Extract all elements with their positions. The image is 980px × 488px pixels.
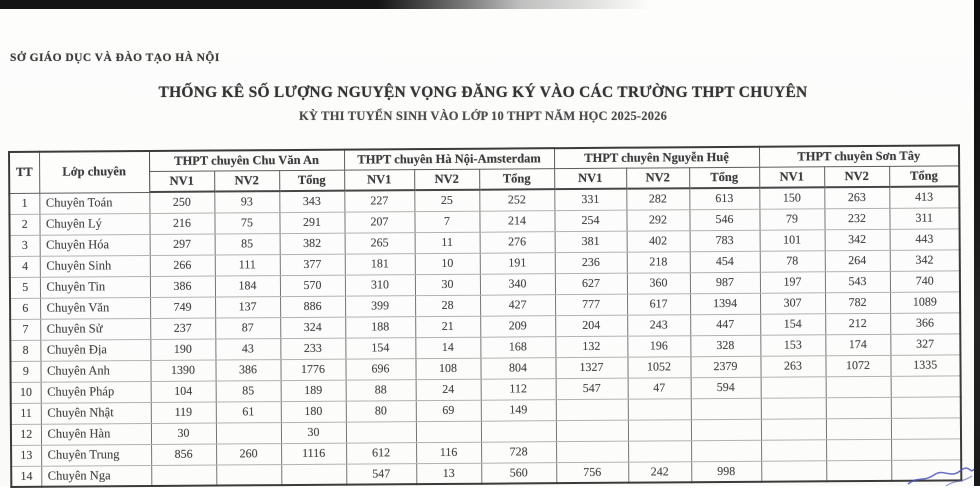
value-cell: 856 bbox=[151, 444, 216, 465]
value-cell: 191 bbox=[480, 252, 555, 274]
value-cell: 188 bbox=[345, 316, 415, 337]
value-cell: 168 bbox=[480, 336, 555, 358]
header-school-nguyen-hue: THPT chuyên Nguyễn Huệ bbox=[554, 147, 759, 168]
value-cell: 28 bbox=[415, 295, 480, 316]
value-cell bbox=[481, 420, 556, 442]
value-cell: 612 bbox=[346, 442, 416, 463]
value-cell: 108 bbox=[415, 358, 480, 379]
value-cell: 212 bbox=[825, 313, 890, 334]
value-cell: 78 bbox=[760, 250, 825, 271]
class-name: Chuyên Hàn bbox=[41, 423, 151, 445]
value-cell: 13 bbox=[416, 463, 481, 484]
value-cell bbox=[761, 418, 826, 439]
value-cell: 75 bbox=[214, 212, 279, 233]
header-tong: Tổng bbox=[479, 168, 554, 190]
row-number: 14 bbox=[11, 466, 41, 487]
value-cell: 30 bbox=[281, 422, 346, 443]
header-school-chu-van-an: THPT chuyên Chu Văn An bbox=[149, 150, 344, 171]
value-cell: 297 bbox=[150, 234, 215, 255]
value-cell bbox=[628, 440, 691, 461]
header-nv1: NV1 bbox=[759, 166, 824, 187]
value-cell: 104 bbox=[151, 381, 216, 402]
value-cell: 7 bbox=[414, 211, 479, 232]
row-number: 10 bbox=[11, 382, 41, 403]
row-number: 7 bbox=[10, 319, 40, 340]
value-cell: 174 bbox=[825, 334, 890, 355]
header-nv2: NV2 bbox=[414, 169, 479, 190]
ink-scribble bbox=[906, 466, 976, 488]
value-cell: 756 bbox=[556, 462, 628, 484]
row-number: 8 bbox=[10, 340, 40, 361]
value-cell: 443 bbox=[890, 228, 960, 249]
scan-artifact-right-edge bbox=[974, 0, 980, 486]
value-cell bbox=[826, 439, 891, 460]
value-cell: 87 bbox=[215, 317, 280, 338]
value-cell: 546 bbox=[689, 209, 759, 230]
class-name: Chuyên Trung bbox=[41, 444, 151, 466]
value-cell: 617 bbox=[627, 293, 690, 314]
value-cell: 190 bbox=[150, 339, 215, 360]
value-cell: 153 bbox=[760, 334, 825, 355]
value-cell: 447 bbox=[690, 314, 760, 335]
value-cell: 260 bbox=[216, 443, 281, 464]
value-cell bbox=[761, 439, 826, 460]
value-cell bbox=[826, 397, 891, 418]
value-cell bbox=[216, 422, 281, 443]
row-number: 2 bbox=[9, 214, 39, 235]
value-cell: 1116 bbox=[281, 443, 346, 464]
value-cell: 307 bbox=[760, 292, 825, 313]
value-cell: 111 bbox=[215, 254, 280, 275]
header-tong: Tổng bbox=[689, 167, 759, 188]
value-cell: 749 bbox=[150, 297, 215, 318]
value-cell: 189 bbox=[281, 380, 346, 401]
value-cell: 80 bbox=[346, 400, 416, 421]
value-cell: 886 bbox=[280, 296, 345, 317]
value-cell: 137 bbox=[215, 296, 280, 317]
value-cell bbox=[761, 460, 826, 481]
header-nv1: NV1 bbox=[554, 168, 626, 190]
value-cell: 342 bbox=[825, 229, 890, 250]
value-cell bbox=[891, 438, 961, 459]
value-cell bbox=[628, 398, 691, 419]
value-cell: 360 bbox=[627, 272, 690, 293]
row-number: 11 bbox=[11, 403, 41, 424]
value-cell bbox=[826, 418, 891, 439]
value-cell: 343 bbox=[279, 191, 344, 212]
value-cell: 233 bbox=[280, 338, 345, 359]
value-cell: 61 bbox=[216, 401, 281, 422]
class-name: Chuyên Nhật bbox=[41, 402, 151, 424]
header-nv2: NV2 bbox=[214, 170, 279, 191]
value-cell: 47 bbox=[628, 377, 691, 398]
value-cell: 377 bbox=[280, 254, 345, 275]
value-cell: 413 bbox=[889, 186, 959, 207]
class-name: Chuyên Sinh bbox=[40, 255, 150, 277]
value-cell: 218 bbox=[627, 251, 690, 272]
value-cell: 85 bbox=[216, 380, 281, 401]
value-cell: 154 bbox=[345, 337, 415, 358]
class-name: Chuyên Anh bbox=[40, 360, 150, 382]
value-cell: 311 bbox=[889, 207, 959, 228]
row-number: 4 bbox=[10, 256, 40, 277]
value-cell: 119 bbox=[151, 402, 216, 423]
value-cell: 69 bbox=[416, 400, 481, 421]
class-name: Chuyên Lý bbox=[39, 213, 149, 235]
value-cell bbox=[281, 464, 346, 485]
value-cell: 627 bbox=[555, 273, 627, 295]
value-cell bbox=[556, 420, 628, 442]
class-name: Chuyên Sử bbox=[40, 318, 150, 340]
value-cell: 1089 bbox=[890, 291, 960, 312]
value-cell: 197 bbox=[760, 271, 825, 292]
value-cell: 783 bbox=[690, 230, 760, 251]
value-cell: 265 bbox=[345, 232, 415, 253]
value-cell: 93 bbox=[214, 191, 279, 212]
registration-statistics-table bbox=[8, 144, 962, 488]
value-cell: 150 bbox=[759, 187, 824, 208]
value-cell: 79 bbox=[759, 208, 824, 229]
value-cell bbox=[416, 421, 481, 442]
header-tong: Tổng bbox=[279, 170, 344, 191]
row-number: 6 bbox=[10, 298, 40, 319]
value-cell: 43 bbox=[215, 338, 280, 359]
value-cell: 214 bbox=[479, 210, 554, 232]
value-cell: 14 bbox=[415, 337, 480, 358]
value-cell: 207 bbox=[344, 211, 414, 232]
value-cell: 276 bbox=[480, 231, 555, 253]
value-cell bbox=[761, 376, 826, 397]
header-nv2: NV2 bbox=[626, 167, 689, 188]
value-cell: 266 bbox=[150, 255, 215, 276]
value-cell: 227 bbox=[344, 190, 414, 211]
value-cell: 804 bbox=[480, 357, 555, 379]
value-cell: 252 bbox=[479, 189, 554, 211]
row-number: 5 bbox=[10, 277, 40, 298]
class-name: Chuyên Nga bbox=[41, 465, 151, 487]
value-cell: 454 bbox=[690, 251, 760, 272]
header-tt: TT bbox=[9, 152, 39, 193]
value-cell: 613 bbox=[689, 188, 759, 209]
value-cell: 987 bbox=[690, 272, 760, 293]
value-cell: 1390 bbox=[150, 360, 215, 381]
value-cell: 998 bbox=[691, 461, 761, 482]
row-number: 9 bbox=[10, 361, 40, 382]
value-cell: 1335 bbox=[890, 354, 960, 375]
value-cell: 254 bbox=[554, 210, 626, 232]
value-cell: 242 bbox=[628, 461, 691, 482]
value-cell: 196 bbox=[627, 335, 690, 356]
value-cell: 1327 bbox=[555, 357, 627, 379]
row-number: 1 bbox=[9, 193, 39, 214]
value-cell: 101 bbox=[760, 229, 825, 250]
document-title: THỐNG KÊ SỐ LƯỢNG NGUYỆN VỌNG ĐĂNG KÝ VÀO CÁC TRƯỜNG THPT CHUYÊN bbox=[158, 84, 808, 101]
value-cell: 594 bbox=[691, 377, 761, 398]
value-cell: 696 bbox=[345, 358, 415, 379]
ink-stroke bbox=[908, 468, 974, 484]
value-cell: 543 bbox=[825, 271, 890, 292]
value-cell bbox=[556, 399, 628, 421]
value-cell: 154 bbox=[760, 313, 825, 334]
value-cell: 132 bbox=[555, 336, 627, 358]
value-cell bbox=[628, 419, 691, 440]
value-cell: 560 bbox=[481, 462, 556, 484]
value-cell: 204 bbox=[555, 315, 627, 337]
class-name: Chuyên Văn bbox=[40, 297, 150, 319]
value-cell: 116 bbox=[416, 442, 481, 463]
value-cell: 381 bbox=[555, 231, 627, 253]
header-school-ha-noi-amsterdam: THPT chuyên Hà Nội-Amsterdam bbox=[344, 148, 554, 169]
value-cell bbox=[891, 417, 961, 438]
value-cell: 282 bbox=[626, 188, 689, 209]
value-cell bbox=[826, 460, 891, 481]
value-cell: 1052 bbox=[627, 356, 690, 377]
value-cell: 366 bbox=[890, 312, 960, 333]
value-cell: 740 bbox=[890, 270, 960, 291]
value-cell: 25 bbox=[414, 190, 479, 211]
row-number: 3 bbox=[10, 235, 40, 256]
value-cell: 386 bbox=[215, 359, 280, 380]
value-cell bbox=[761, 397, 826, 418]
value-cell: 402 bbox=[627, 230, 690, 251]
value-cell: 236 bbox=[555, 252, 627, 274]
value-cell: 782 bbox=[825, 292, 890, 313]
value-cell: 728 bbox=[481, 441, 556, 463]
value-cell: 24 bbox=[416, 379, 481, 400]
header-school-son-tay: THPT chuyên Sơn Tây bbox=[759, 145, 959, 166]
class-name: Chuyên Toán bbox=[39, 192, 149, 214]
class-name: Chuyên Pháp bbox=[41, 381, 151, 403]
value-cell: 263 bbox=[824, 187, 889, 208]
value-cell: 88 bbox=[346, 379, 416, 400]
value-cell: 30 bbox=[415, 274, 480, 295]
class-name: Chuyên Hóa bbox=[40, 234, 150, 256]
ink-stroke bbox=[946, 476, 972, 486]
value-cell bbox=[346, 421, 416, 442]
value-cell: 547 bbox=[346, 463, 416, 484]
value-cell: 547 bbox=[556, 378, 628, 400]
row-number: 12 bbox=[11, 424, 41, 445]
value-cell: 243 bbox=[627, 314, 690, 335]
value-cell: 2379 bbox=[690, 356, 760, 377]
header-lop-chuyen: Lớp chuyên bbox=[39, 151, 149, 193]
value-cell bbox=[151, 465, 216, 486]
value-cell: 342 bbox=[890, 249, 960, 270]
value-cell: 1072 bbox=[825, 355, 890, 376]
value-cell: 310 bbox=[345, 274, 415, 295]
value-cell: 112 bbox=[481, 378, 556, 400]
value-cell bbox=[556, 441, 628, 463]
value-cell: 777 bbox=[555, 294, 627, 316]
value-cell: 30 bbox=[151, 423, 216, 444]
header-nv1: NV1 bbox=[149, 171, 214, 192]
value-cell: 232 bbox=[824, 208, 889, 229]
value-cell: 263 bbox=[760, 355, 825, 376]
value-cell: 570 bbox=[280, 275, 345, 296]
value-cell: 85 bbox=[215, 233, 280, 254]
value-cell: 292 bbox=[626, 209, 689, 230]
agency-name: SỞ GIÁO DỤC VÀ ĐÀO TẠO HÀ NỘI bbox=[10, 52, 220, 64]
value-cell: 327 bbox=[890, 333, 960, 354]
value-cell: 10 bbox=[415, 253, 480, 274]
value-cell: 11 bbox=[415, 232, 480, 253]
value-cell: 399 bbox=[345, 295, 415, 316]
class-name: Chuyên Tin bbox=[40, 276, 150, 298]
value-cell: 21 bbox=[415, 316, 480, 337]
header-nv1: NV1 bbox=[344, 169, 414, 190]
value-cell bbox=[691, 419, 761, 440]
value-cell: 250 bbox=[149, 192, 214, 213]
value-cell bbox=[691, 440, 761, 461]
row-number: 13 bbox=[11, 445, 41, 466]
scan-artifact-top-edge bbox=[0, 0, 650, 9]
value-cell: 181 bbox=[345, 253, 415, 274]
value-cell: 264 bbox=[825, 250, 890, 271]
header-tong: Tổng bbox=[889, 165, 959, 186]
value-cell: 340 bbox=[480, 273, 555, 295]
value-cell: 382 bbox=[280, 233, 345, 254]
value-cell: 216 bbox=[149, 213, 214, 234]
class-name: Chuyên Địa bbox=[40, 339, 150, 361]
value-cell bbox=[826, 376, 891, 397]
header-nv2: NV2 bbox=[824, 166, 889, 187]
value-cell bbox=[216, 464, 281, 485]
value-cell bbox=[891, 396, 961, 417]
value-cell: 209 bbox=[480, 315, 555, 337]
value-cell: 328 bbox=[690, 335, 760, 356]
value-cell: 1394 bbox=[690, 293, 760, 314]
value-cell: 180 bbox=[281, 401, 346, 422]
value-cell: 237 bbox=[150, 318, 215, 339]
value-cell: 184 bbox=[215, 275, 280, 296]
value-cell: 331 bbox=[554, 189, 626, 211]
value-cell: 386 bbox=[150, 276, 215, 297]
value-cell: 427 bbox=[480, 294, 555, 316]
document-subtitle: KỲ THI TUYỂN SINH VÀO LỚP 10 THPT NĂM HỌC 2025-2026 bbox=[298, 109, 668, 123]
value-cell: 1776 bbox=[280, 359, 345, 380]
value-cell: 324 bbox=[280, 317, 345, 338]
value-cell: 149 bbox=[481, 399, 556, 421]
value-cell bbox=[691, 398, 761, 419]
value-cell bbox=[891, 375, 961, 396]
value-cell: 291 bbox=[279, 212, 344, 233]
